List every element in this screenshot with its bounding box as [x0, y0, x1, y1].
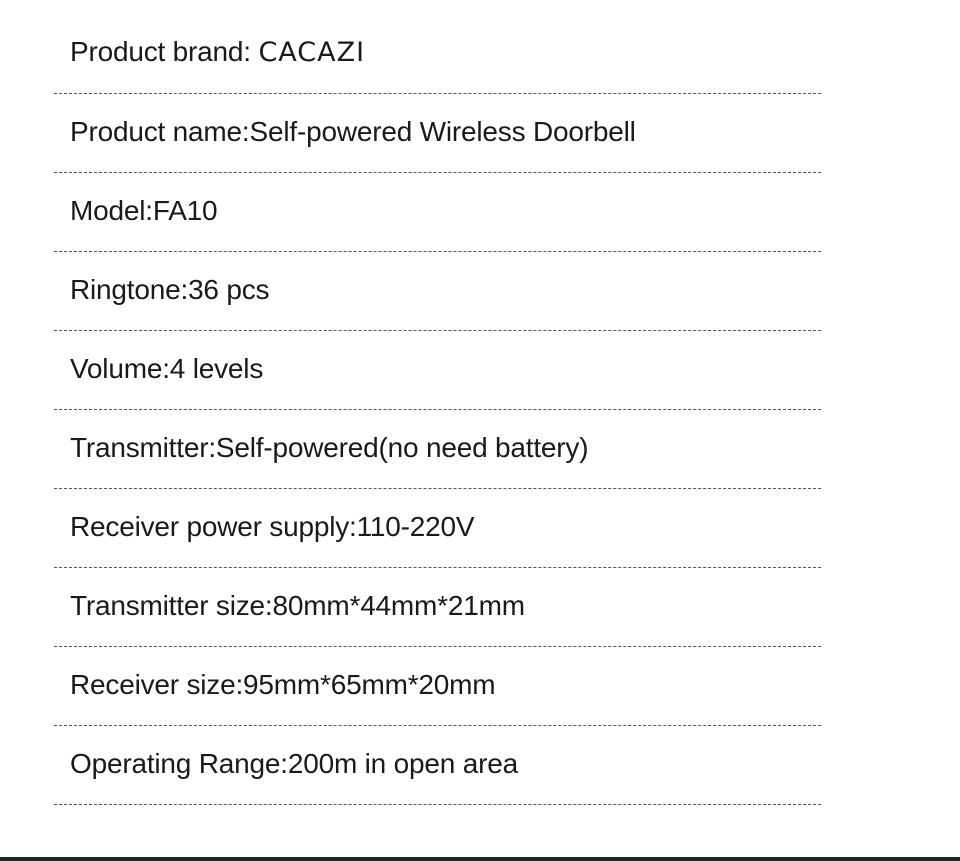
spec-row-ringtone [54, 252, 821, 331]
spec-text [70, 432, 588, 464]
spec-row-model [54, 173, 821, 252]
spec-text [70, 274, 269, 306]
spec-row-transmitter [54, 410, 821, 489]
spec-value: 80mm*44mm*21mm [272, 590, 525, 621]
spec-label: Ringtone: [70, 274, 189, 305]
spec-value: 110-220V [356, 511, 475, 542]
spec-text [70, 36, 365, 69]
spec-row-product-name [54, 94, 821, 173]
spec-value: FA10 [152, 195, 218, 226]
spec-value: Self-powered Wireless Doorbell [249, 116, 636, 147]
spec-label: Product brand: [70, 36, 259, 67]
spec-text [70, 195, 217, 227]
spec-value: 4 levels [169, 353, 264, 384]
spec-text [70, 116, 636, 148]
spec-label: Receiver power supply: [70, 511, 357, 542]
spec-text [70, 511, 474, 543]
spec-row-volume [54, 331, 821, 410]
spec-row-receiver-power [54, 489, 821, 568]
spec-list [54, 0, 821, 805]
bottom-divider [0, 857, 960, 861]
spec-label: Operating Range: [70, 748, 288, 779]
spec-row-receiver-size [54, 647, 821, 726]
spec-text [70, 748, 518, 780]
spec-text [70, 590, 525, 622]
spec-label: Receiver size: [70, 669, 244, 700]
spec-value: Self-powered(no need battery) [215, 432, 589, 463]
spec-row-transmitter-size [54, 568, 821, 647]
spec-label: Model: [70, 195, 153, 226]
spec-label: Product name: [70, 116, 250, 147]
spec-text [70, 669, 495, 701]
spec-row-operating-range [54, 726, 821, 805]
brand-value: CACAZI [258, 37, 366, 68]
spec-label: Transmitter size: [70, 590, 273, 621]
spec-label: Volume: [70, 353, 170, 384]
spec-row-brand [54, 0, 821, 94]
spec-value: 36 pcs [188, 274, 270, 305]
spec-label: Transmitter: [70, 432, 216, 463]
spec-value: 200m in open area [287, 748, 518, 779]
spec-value: 95mm*65mm*20mm [243, 669, 496, 700]
spec-text [70, 353, 263, 385]
